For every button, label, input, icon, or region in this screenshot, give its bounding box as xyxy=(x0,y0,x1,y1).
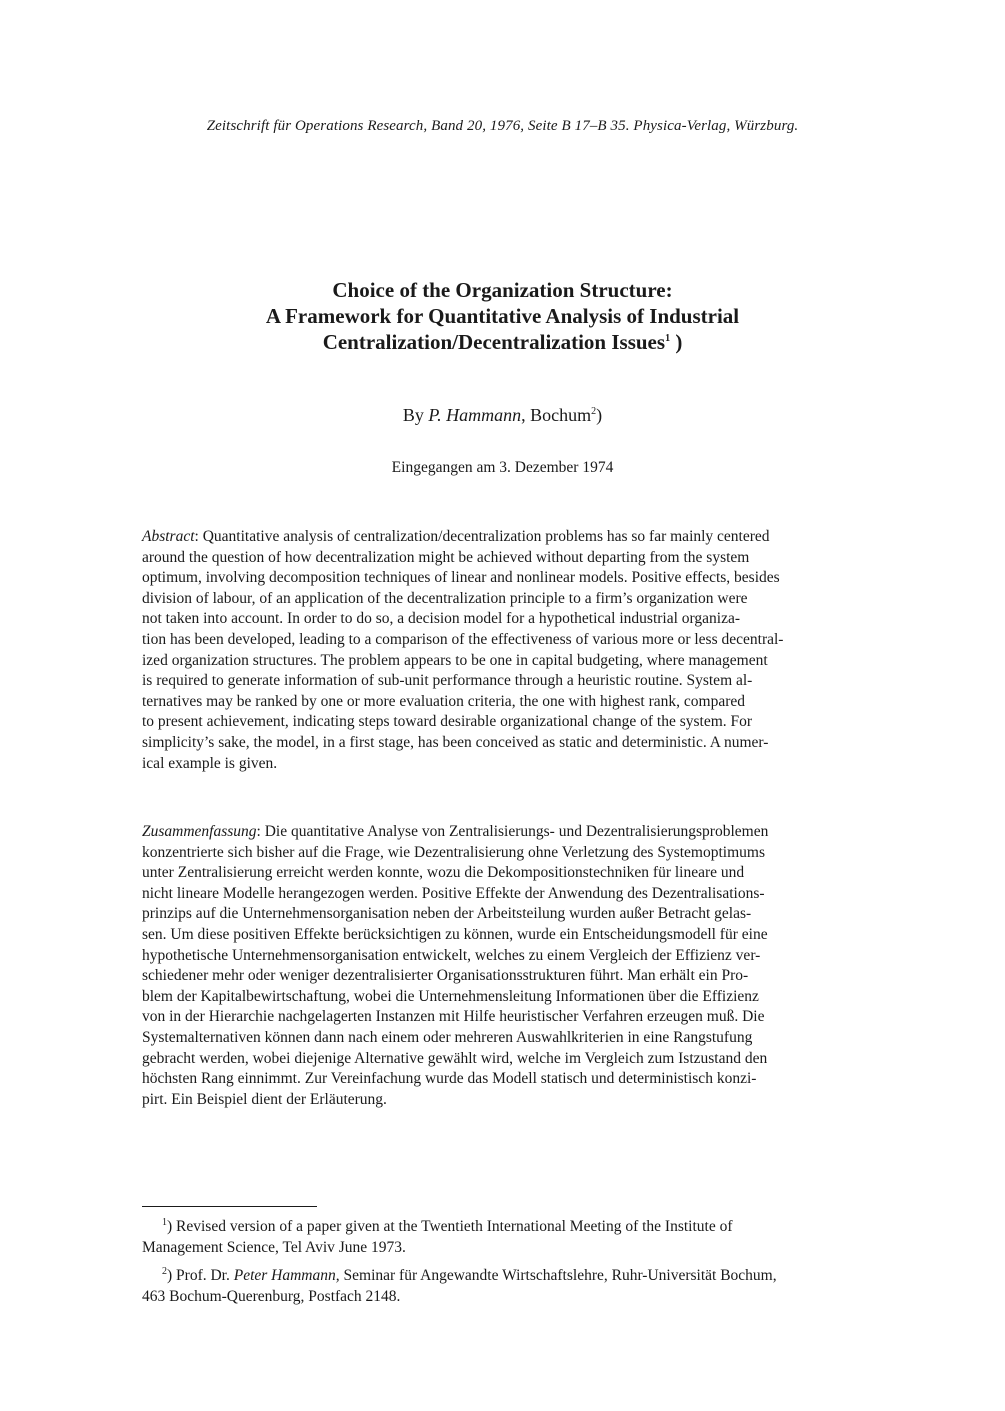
zusammenfassung-line: von in der Hierarchie nachgelagerten Instanzen mit Hilfe heuristischer Verfahren erzeugen muß. Die xyxy=(142,1008,765,1026)
title-line-3 xyxy=(0,329,1005,355)
received-date: Eingegangen am 3. Dezember 1974 xyxy=(391,459,614,476)
zusammenfassung-line: prinzips auf die Unternehmensorganisation neben der Arbeitsteilung wurden außer Betracht gelas- xyxy=(142,905,752,923)
paper-title xyxy=(0,277,1005,355)
zusammenfassung-line: konzentrierte sich bisher auf die Frage, wie Dezentralisierung ohne Verletzung des Systemoptimums xyxy=(142,843,765,861)
abstract-line: optimum, involving decomposition techniques of linear and nonlinear models. Positive effects, besides xyxy=(142,569,780,587)
abstract-line: is required to generate information of sub-unit performance through a heuristic routine. System al- xyxy=(142,672,753,690)
title-close: ) xyxy=(670,330,683,354)
zusammenfassung-line: unter Zentralisierung erreicht werden konnte, wozu die Dekompositionstechniken für lineare und xyxy=(142,864,745,882)
zusammenfassung-line: Zusammenfassung: Die quantitative Analyse von Zentralisierungs- und Dezentralisierungsproblemen xyxy=(142,823,769,840)
zusammenfassung-line: pirt. Ein Beispiel dient der Erläuterung. xyxy=(142,1090,387,1108)
abstract-line: around the question of how decentralization might be achieved without departing from the system xyxy=(142,548,750,566)
byline-close: ) xyxy=(596,405,603,425)
zusammenfassung-line: nicht lineare Modelle herangezogen werden. Positive Effekte der Anwendung des Dezentralisations- xyxy=(142,884,765,902)
footnote-2-line-1: $^2$) Prof. Dr. Peter Hammann, Seminar für Angewandte Wirtschaftslehre, Ruhr-Universität Bochum, xyxy=(162,1265,777,1284)
zusammenfassung-line: höchsten Rang einnimmt. Zur Vereinfachung wurde das Modell statisch und deterministisch konzi- xyxy=(142,1070,757,1088)
footnote-1-line-1: $^1$) Revised version of a paper given at the Twentieth International Meeting of the Institute of xyxy=(162,1216,733,1235)
footnote-1 xyxy=(142,1217,902,1258)
title-line-2: A Framework for Quantitative Analysis of Industrial xyxy=(265,304,740,328)
title-line-1: Choice of the Organization Structure: xyxy=(332,278,673,302)
abstract-line: not taken into account. In order to do so, a decision model for a hypothetical industrial organiza- xyxy=(142,610,741,628)
zusammenfassung-label: Zusammenfassung xyxy=(142,823,257,840)
author-affiliation: , Bochum xyxy=(521,405,592,425)
abstract-line: to present achievement, indicating steps toward desirable organizational change of the system. For xyxy=(142,713,753,731)
zusammenfassung-line: Systemalternativen können dann nach einem oder mehreren Auswahlkriterien in eine Rangstufung xyxy=(142,1028,753,1046)
abstract-label: Abstract xyxy=(142,528,195,545)
footnote-1-line-2: Management Science, Tel Aviv June 1973. xyxy=(142,1238,406,1256)
footnote-2 xyxy=(142,1266,902,1307)
abstract-line: ized organization structures. The problem appears to be one in capital budgeting, where management xyxy=(142,651,768,669)
byline-prefix: By xyxy=(402,405,429,425)
title-line-3-text: Centralization/Decentralization Issues xyxy=(322,330,666,354)
footnote-1-mark: 1 xyxy=(162,1216,167,1228)
byline xyxy=(0,405,1005,426)
abstract-line: division of labour, of an application of the decentralization principle to a firm’s organization were xyxy=(142,589,748,607)
footnote-2-line-2: 463 Bochum-Querenburg, Postfach 2148. xyxy=(142,1287,401,1305)
zusammenfassung xyxy=(142,822,890,1110)
abstract xyxy=(142,527,890,774)
zusammenfassung-line: blem der Kapitalbewirtschaftung, wobei die Unternehmensleitung Informationen über die Effizienz xyxy=(142,987,759,1005)
zusammenfassung-line: gebracht werden, wobei diejenige Alternative gewählt wird, welche im Vergleich zum Istzustand den xyxy=(142,1049,768,1067)
abstract-line: ical example is given. xyxy=(142,754,278,772)
zusammenfassung-line: sen. Um diese positiven Effekte berücksichtigen zu können, wurde ein Entscheidungsmodell für eine xyxy=(142,925,768,943)
author-name: P. Hammann xyxy=(428,405,522,425)
footnote-2-name: Peter Hammann, xyxy=(233,1267,340,1284)
abstract-line: Abstract: Quantitative analysis of centralization/decentralization problems has so far mainly centered xyxy=(142,528,770,545)
zusammenfassung-line: schiedener mehr oder weniger dezentralisierter Organisationsstrukturen führt. Man erhält ein Pro- xyxy=(142,967,749,985)
footnote-divider xyxy=(142,1206,317,1207)
abstract-line: ternatives may be ranked by one or more evaluation criteria, the one with highest rank, compared xyxy=(142,692,745,710)
zusammenfassung-line: hypothetische Unternehmensorganisation entwickelt, welches zu einem Vergleich der Effizienz ver- xyxy=(142,946,761,964)
byline-footnote-mark: 2 xyxy=(591,406,597,417)
title-footnote-mark: 1 xyxy=(665,333,671,344)
abstract-line: tion has been developed, leading to a comparison of the effectiveness of various more or less decentral- xyxy=(142,630,784,648)
journal-header: Zeitschrift für Operations Research, Band 20, 1976, Seite B 17–B 35. Physica-Verlag, Würzburg. xyxy=(206,118,799,134)
abstract-line: simplicity’s sake, the model, in a first stage, has been conceived as static and deterministic. A numer- xyxy=(142,733,769,751)
footnote-2-mark: 2 xyxy=(162,1265,167,1277)
